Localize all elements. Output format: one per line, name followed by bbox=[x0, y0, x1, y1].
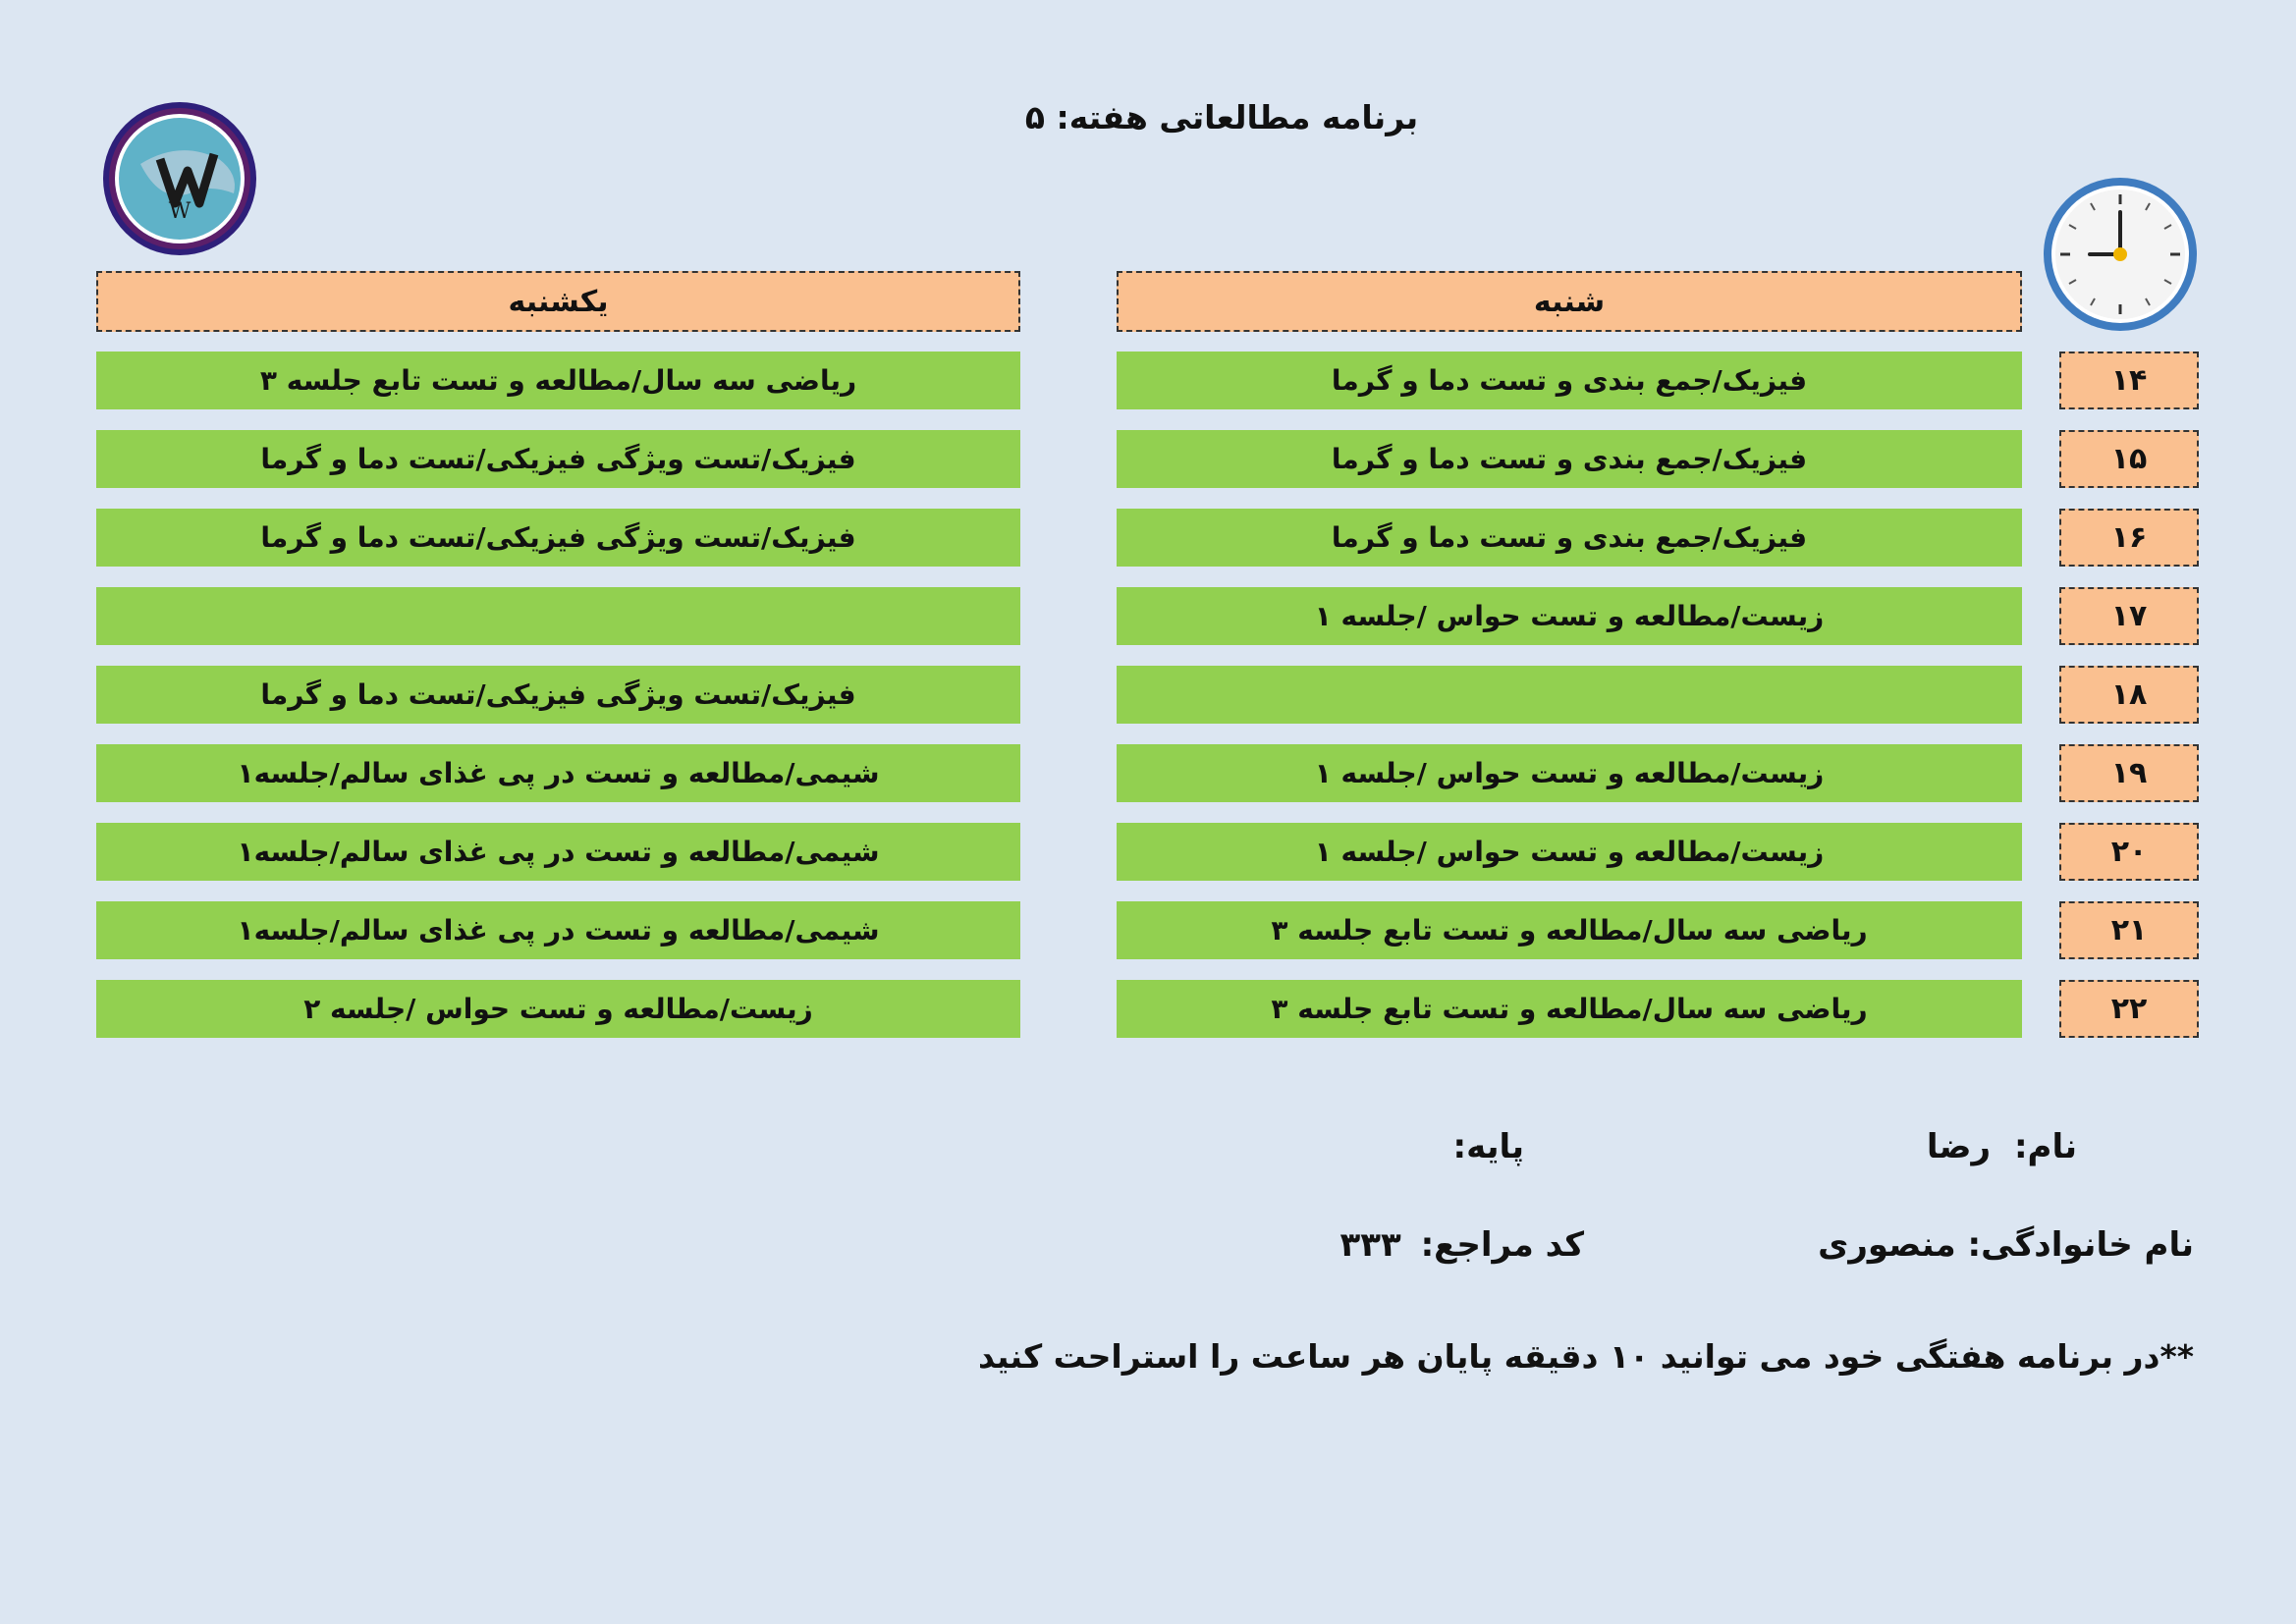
hour-cell: ۱۹ bbox=[2059, 744, 2199, 802]
clock-icon bbox=[2041, 175, 2200, 334]
saturday-cell: زیست/مطالعه و تست حواس /جلسه ۱ bbox=[1117, 744, 2022, 802]
name-value: رضا bbox=[1926, 1127, 1992, 1166]
rest-note: **در برنامه هفتگی خود می توانید ۱۰ دقیقه پایان هر ساعت را استراحت کنید bbox=[978, 1337, 2194, 1376]
hour-cell: ۲۲ bbox=[2059, 980, 2199, 1038]
saturday-cell bbox=[1117, 666, 2022, 724]
code-value: ۳۳۳ bbox=[1339, 1225, 1401, 1265]
grade-field bbox=[1452, 1127, 1524, 1166]
sunday-cell: فیزیک/تست ویژگی فیزیکی/تست دما و گرما bbox=[96, 509, 1020, 567]
saturday-cell: ریاضی سه سال/مطالعه و تست تابع جلسه ۳ bbox=[1117, 901, 2022, 959]
wordpress-fish-logo-icon bbox=[101, 100, 258, 257]
sunday-cell: فیزیک/تست ویژگی فیزیکی/تست دما و گرما bbox=[96, 666, 1020, 724]
saturday-cell: فیزیک/جمع بندی و تست دما و گرما bbox=[1117, 430, 2022, 488]
code-field bbox=[1339, 1225, 1584, 1265]
hour-cell: ۲۰ bbox=[2059, 823, 2199, 881]
saturday-cell: زیست/مطالعه و تست حواس /جلسه ۱ bbox=[1117, 823, 2022, 881]
hour-cell: ۱۶ bbox=[2059, 509, 2199, 567]
hour-cell: ۱۵ bbox=[2059, 430, 2199, 488]
logo-letter: W bbox=[168, 199, 191, 224]
logo bbox=[101, 100, 258, 257]
family-field bbox=[1818, 1225, 2194, 1265]
page-title: برنامه مطالعاتی هفته: ۵ bbox=[1024, 98, 1419, 136]
saturday-cell: زیست/مطالعه و تست حواس /جلسه ۱ bbox=[1117, 587, 2022, 645]
family-label: نام خانوادگی: bbox=[1967, 1225, 2194, 1265]
header-sunday: یکشنبه bbox=[96, 271, 1020, 332]
name-field bbox=[1927, 1127, 2077, 1166]
sunday-cell: ریاضی سه سال/مطالعه و تست تابع جلسه ۳ bbox=[96, 352, 1020, 409]
sunday-cell: شیمی/مطالعه و تست در پی غذای سالم/جلسه۱ bbox=[96, 823, 1020, 881]
grade-label: پایه: bbox=[1452, 1127, 1524, 1166]
hour-cell: ۱۸ bbox=[2059, 666, 2199, 724]
name-label: نام: bbox=[2013, 1127, 2077, 1166]
saturday-cell: فیزیک/جمع بندی و تست دما و گرما bbox=[1117, 509, 2022, 567]
clock bbox=[2041, 175, 2200, 334]
sunday-cell: شیمی/مطالعه و تست در پی غذای سالم/جلسه۱ bbox=[96, 901, 1020, 959]
saturday-cell: ریاضی سه سال/مطالعه و تست تابع جلسه ۳ bbox=[1117, 980, 2022, 1038]
hour-cell: ۱۷ bbox=[2059, 587, 2199, 645]
sunday-cell: فیزیک/تست ویژگی فیزیکی/تست دما و گرما bbox=[96, 430, 1020, 488]
saturday-cell: فیزیک/جمع بندی و تست دما و گرما bbox=[1117, 352, 2022, 409]
hour-cell: ۲۱ bbox=[2059, 901, 2199, 959]
header-saturday: شنبه bbox=[1117, 271, 2022, 332]
hour-cell: ۱۴ bbox=[2059, 352, 2199, 409]
sunday-cell: شیمی/مطالعه و تست در پی غذای سالم/جلسه۱ bbox=[96, 744, 1020, 802]
sunday-cell: زیست/مطالعه و تست حواس /جلسه ۲ bbox=[96, 980, 1020, 1038]
family-value: منصوری bbox=[1818, 1225, 1956, 1265]
code-label: کد مراجع: bbox=[1420, 1225, 1584, 1265]
sunday-cell bbox=[96, 587, 1020, 645]
